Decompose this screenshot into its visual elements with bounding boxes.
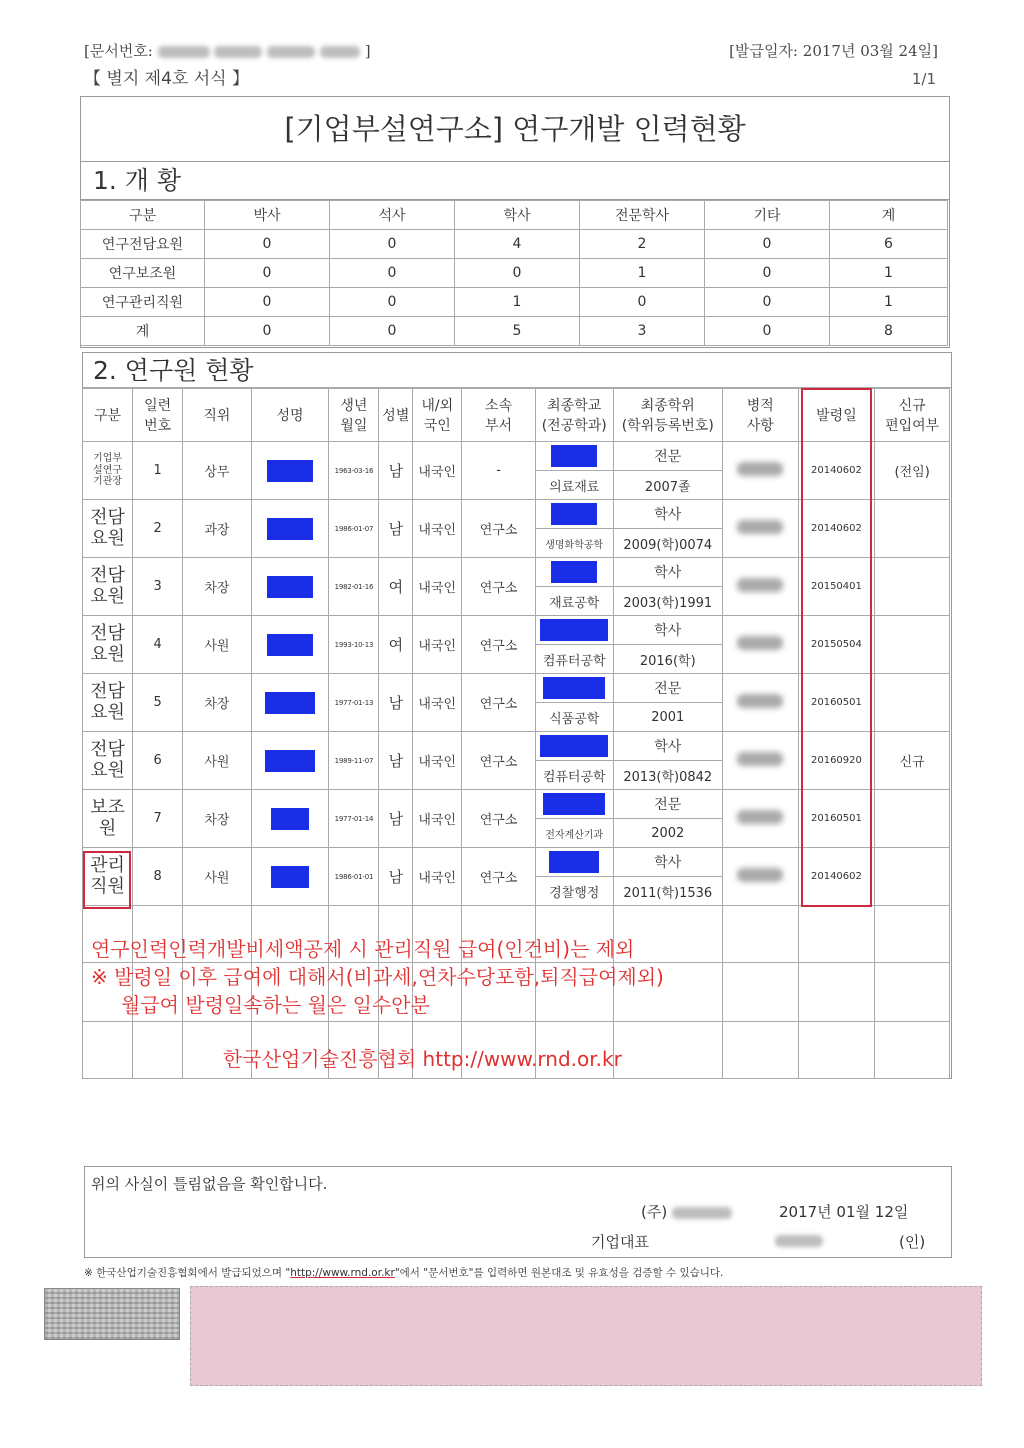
appointment-date-cell: 20140602 [798,442,875,500]
gender-cell: 남 [379,848,413,906]
cell: 1 [830,288,948,317]
major-cell: 생명화학공학 [535,529,613,558]
col-header: 박사 [205,201,330,230]
table-row [81,317,948,346]
serial-cell: 7 [133,790,183,848]
registration-cell: 2011(학)1536 [613,877,722,906]
footer-post: "에서 "문서번호"를 입력하면 원본대조 및 유효성을 검증할 수 있습니다. [394,1267,724,1279]
blurred-text [737,810,783,824]
major-cell: 경찰행정 [535,877,613,906]
birthdate-cell: 1977-01-13 [329,674,379,732]
name-cell [251,500,329,558]
appointment-date-highlight [801,388,872,907]
company-name [641,1201,732,1222]
department-cell: 연구소 [462,674,536,732]
military-cell [722,674,798,732]
blurred-text [158,46,210,58]
verification-watermark [44,1288,180,1340]
military-cell [722,732,798,790]
redacted-school [543,677,605,699]
serial-cell: 5 [133,674,183,732]
col-header: 직위 [183,389,252,442]
gender-cell: 남 [379,790,413,848]
registration-cell: 2013(학)0842 [613,761,722,790]
new-entry-cell [875,500,950,558]
name-cell [251,732,329,790]
school-cell [535,442,613,471]
redacted-name [267,634,313,656]
position-cell: 사원 [183,732,252,790]
row-label: 연구전담요원 [81,230,205,259]
col-header: 전문학사 [580,201,705,230]
blurred-text [214,46,262,58]
position-cell: 차장 [183,790,252,848]
major-cell: 전자계산기과 [535,819,613,848]
major-cell: 컴퓨터공학 [535,761,613,790]
gender-cell: 여 [379,616,413,674]
registration-cell: 2003(학)1991 [613,587,722,616]
cell: 5 [455,317,580,346]
major-cell: 의료재료 [535,471,613,500]
redacted-school [551,503,597,525]
military-cell [722,558,798,616]
cell: 0 [330,230,455,259]
col-header: 학사 [455,201,580,230]
redacted-name [267,576,313,598]
registration-cell: 2016(학) [613,645,722,674]
major-cell: 식품공학 [535,703,613,732]
school-cell [535,500,613,529]
school-cell [535,616,613,645]
name-cell [251,558,329,616]
birthdate-cell: 1982-01-16 [329,558,379,616]
table-row [81,259,948,288]
page-title: [기업부설연구소] 연구개발 인력현황 [81,97,949,162]
school-cell [535,674,613,703]
school-cell [535,790,613,819]
col-header: 일련 번호 [133,389,183,442]
appointment-date-cell: 20150504 [798,616,875,674]
school-cell [535,558,613,587]
redacted-school [540,619,608,641]
department-cell: 연구소 [462,790,536,848]
col-header: 최종학교 (전공학과) [535,389,613,442]
cell: 4 [455,230,580,259]
serial-cell: 4 [133,616,183,674]
category-cell: 기업부 설연구 기관장 [83,442,133,500]
degree-cell: 학사 [613,500,722,529]
major-cell: 컴퓨터공학 [535,645,613,674]
blurred-text [320,46,360,58]
redacted-name [267,460,313,482]
document-number-label: [문서번호: [84,42,153,60]
overview-table [80,200,948,346]
document-number-close: ] [364,42,371,60]
cell: 0 [205,259,330,288]
cell: 1 [580,259,705,288]
nationality-cell: 내국인 [413,558,462,616]
cell: 1 [830,259,948,288]
category-cell: 전담 요원 [83,616,133,674]
nationality-cell: 내국인 [413,674,462,732]
blurred-text [737,694,783,708]
cell: 0 [455,259,580,288]
cell: 3 [580,317,705,346]
cell: 1 [455,288,580,317]
department-cell: 연구소 [462,500,536,558]
row-label: 연구관리직원 [81,288,205,317]
nationality-cell: 내국인 [413,442,462,500]
confirmation-date: 2017년 01월 12일 [779,1203,909,1221]
serial-cell: 8 [133,848,183,906]
company-prefix: (주) [641,1203,668,1221]
issue-date-value: 2017년 03월 24일] [802,42,938,60]
department-cell: - [462,442,536,500]
note-line-1: 연구인력인력개발비세액공제 시 관리직원 급여(인건비)는 제외 [91,937,635,961]
col-header: 구분 [83,389,133,442]
appointment-date-cell: 20160501 [798,674,875,732]
appointment-date-cell: 20140602 [798,848,875,906]
nationality-cell: 내국인 [413,616,462,674]
degree-cell: 전문 [613,674,722,703]
col-header: 신규 편입여부 [875,389,950,442]
col-header: 성별 [379,389,413,442]
cell: 0 [705,288,830,317]
table-row [81,230,948,259]
blurred-text [775,1235,823,1247]
cell: 0 [580,288,705,317]
new-entry-cell: (전임) [875,442,950,500]
cell: 0 [205,288,330,317]
confirmation-box [84,1166,952,1258]
school-cell [535,848,613,877]
department-cell: 연구소 [462,732,536,790]
overview-header-row [81,201,948,230]
military-cell [722,616,798,674]
degree-cell: 학사 [613,848,722,877]
new-entry-cell [875,558,950,616]
verify-link[interactable]: http://www.rnd.or.kr [290,1267,395,1279]
position-cell: 상무 [183,442,252,500]
degree-cell: 학사 [613,616,722,645]
position-cell: 사원 [183,616,252,674]
cell: 0 [205,230,330,259]
redacted-school [543,793,605,815]
registration-cell: 2002 [613,819,722,848]
redacted-barcode [190,1286,982,1386]
appointment-date-cell: 20140602 [798,500,875,558]
cell: 0 [205,317,330,346]
redacted-name [271,866,309,888]
name-cell [251,848,329,906]
col-header: 내/외 국인 [413,389,462,442]
confirmation-text: 위의 사실이 틀림없음을 확인합니다. [91,1175,328,1193]
cell: 0 [705,259,830,288]
position-cell: 사원 [183,848,252,906]
researcher-frame [82,352,952,1079]
gender-cell: 남 [379,442,413,500]
form-name: 【 별지 제4호 서식 】 [84,69,249,89]
name-cell [251,442,329,500]
cell: 0 [330,259,455,288]
category-cell: 전담 요원 [83,674,133,732]
section1-title: 1. 개 황 [81,162,949,200]
blurred-text [737,752,783,766]
redacted-name [267,518,313,540]
document-number [84,40,371,61]
footer-note [84,1265,723,1280]
row-label: 계 [81,317,205,346]
section2-title: 2. 연구원 현황 [83,353,951,388]
cell: 0 [705,230,830,259]
nationality-cell: 내국인 [413,790,462,848]
department-cell: 연구소 [462,616,536,674]
name-cell [251,790,329,848]
new-entry-cell [875,616,950,674]
row-label: 연구보조원 [81,259,205,288]
position-cell: 과장 [183,500,252,558]
col-header: 기타 [705,201,830,230]
note-line-4: 한국산업기술진흥협회 http://www.rnd.or.kr [223,1047,622,1071]
new-entry-cell [875,674,950,732]
gender-cell: 남 [379,500,413,558]
redacted-name [265,692,315,714]
registration-cell: 2001 [613,703,722,732]
name-cell [251,674,329,732]
birthdate-cell: 1989-11-07 [329,732,379,790]
cell: 6 [830,230,948,259]
new-entry-cell [875,790,950,848]
cell: 8 [830,317,948,346]
serial-cell: 3 [133,558,183,616]
redacted-school [551,445,597,467]
ceo-label: 기업대표 [591,1233,649,1251]
serial-cell: 1 [133,442,183,500]
cell: 2 [580,230,705,259]
military-cell [722,790,798,848]
col-header: 병적 사항 [722,389,798,442]
gender-cell: 여 [379,558,413,616]
col-header: 최종학위 (학위등록번호) [613,389,722,442]
redacted-school [551,561,597,583]
military-cell [722,500,798,558]
category-cell: 전담 요원 [83,558,133,616]
page-number: 1/1 [911,70,936,88]
col-header: 성명 [251,389,329,442]
col-header: 구분 [81,201,205,230]
redacted-school [549,851,599,873]
redacted-name [265,750,315,772]
col-header: 생년 월일 [329,389,379,442]
birthdate-cell: 1963-03-16 [329,442,379,500]
blurred-text [672,1207,732,1219]
degree-cell: 전문 [613,790,722,819]
new-entry-cell [875,848,950,906]
nationality-cell: 내국인 [413,848,462,906]
blurred-text [737,462,783,476]
position-cell: 차장 [183,558,252,616]
department-cell: 연구소 [462,848,536,906]
note-line-3: 월급여 발령일속하는 월은 일수안분 [121,993,430,1017]
school-cell [535,732,613,761]
cell: 0 [330,317,455,346]
cell: 0 [330,288,455,317]
category-cell: 관리 직원 [83,848,133,906]
blurred-text [737,520,783,534]
gender-cell: 남 [379,674,413,732]
appointment-date-cell: 20160501 [798,790,875,848]
footer-pre: ※ 한국산업기술진흥협회에서 발급되었으며 " [84,1267,291,1279]
nationality-cell: 내국인 [413,732,462,790]
birthdate-cell: 1986-01-07 [329,500,379,558]
position-cell: 차장 [183,674,252,732]
birthdate-cell: 1993-10-13 [329,616,379,674]
degree-cell: 학사 [613,558,722,587]
col-header: 계 [830,201,948,230]
birthdate-cell: 1977-01-14 [329,790,379,848]
military-cell [722,848,798,906]
birthdate-cell: 1986-01-01 [329,848,379,906]
seal-mark: (인) [899,1233,926,1251]
serial-cell: 6 [133,732,183,790]
serial-cell: 2 [133,500,183,558]
degree-cell: 학사 [613,732,722,761]
overview-frame [80,96,950,348]
blurred-text [737,636,783,650]
registration-cell: 2007졸 [613,471,722,500]
issue-date-label: [발급일자: [729,42,798,60]
department-cell: 연구소 [462,558,536,616]
appointment-date-cell: 20160920 [798,732,875,790]
col-header: 석사 [330,201,455,230]
col-header: 발령일 [798,389,875,442]
category-cell: 전담 요원 [83,732,133,790]
gender-cell: 남 [379,732,413,790]
redacted-name [271,808,309,830]
degree-cell: 전문 [613,442,722,471]
major-cell: 재료공학 [535,587,613,616]
col-header: 소속 부서 [462,389,536,442]
table-row [81,288,948,317]
name-cell [251,616,329,674]
redacted-school [540,735,608,757]
military-cell [722,442,798,500]
new-entry-cell: 신규 [875,732,950,790]
category-cell: 전담 요원 [83,500,133,558]
issue-date [729,40,938,61]
blurred-text [737,578,783,592]
cell: 0 [705,317,830,346]
blurred-text [737,868,783,882]
appointment-date-cell: 20150401 [798,558,875,616]
note-line-2: ※ 발령일 이후 급여에 대해서(비과세,연차수당포함,퇴직급여제외) [91,965,664,989]
category-cell: 보조 원 [83,790,133,848]
registration-cell: 2009(학)0074 [613,529,722,558]
blurred-text [267,46,315,58]
admin-staff-highlight [83,851,131,909]
nationality-cell: 내국인 [413,500,462,558]
